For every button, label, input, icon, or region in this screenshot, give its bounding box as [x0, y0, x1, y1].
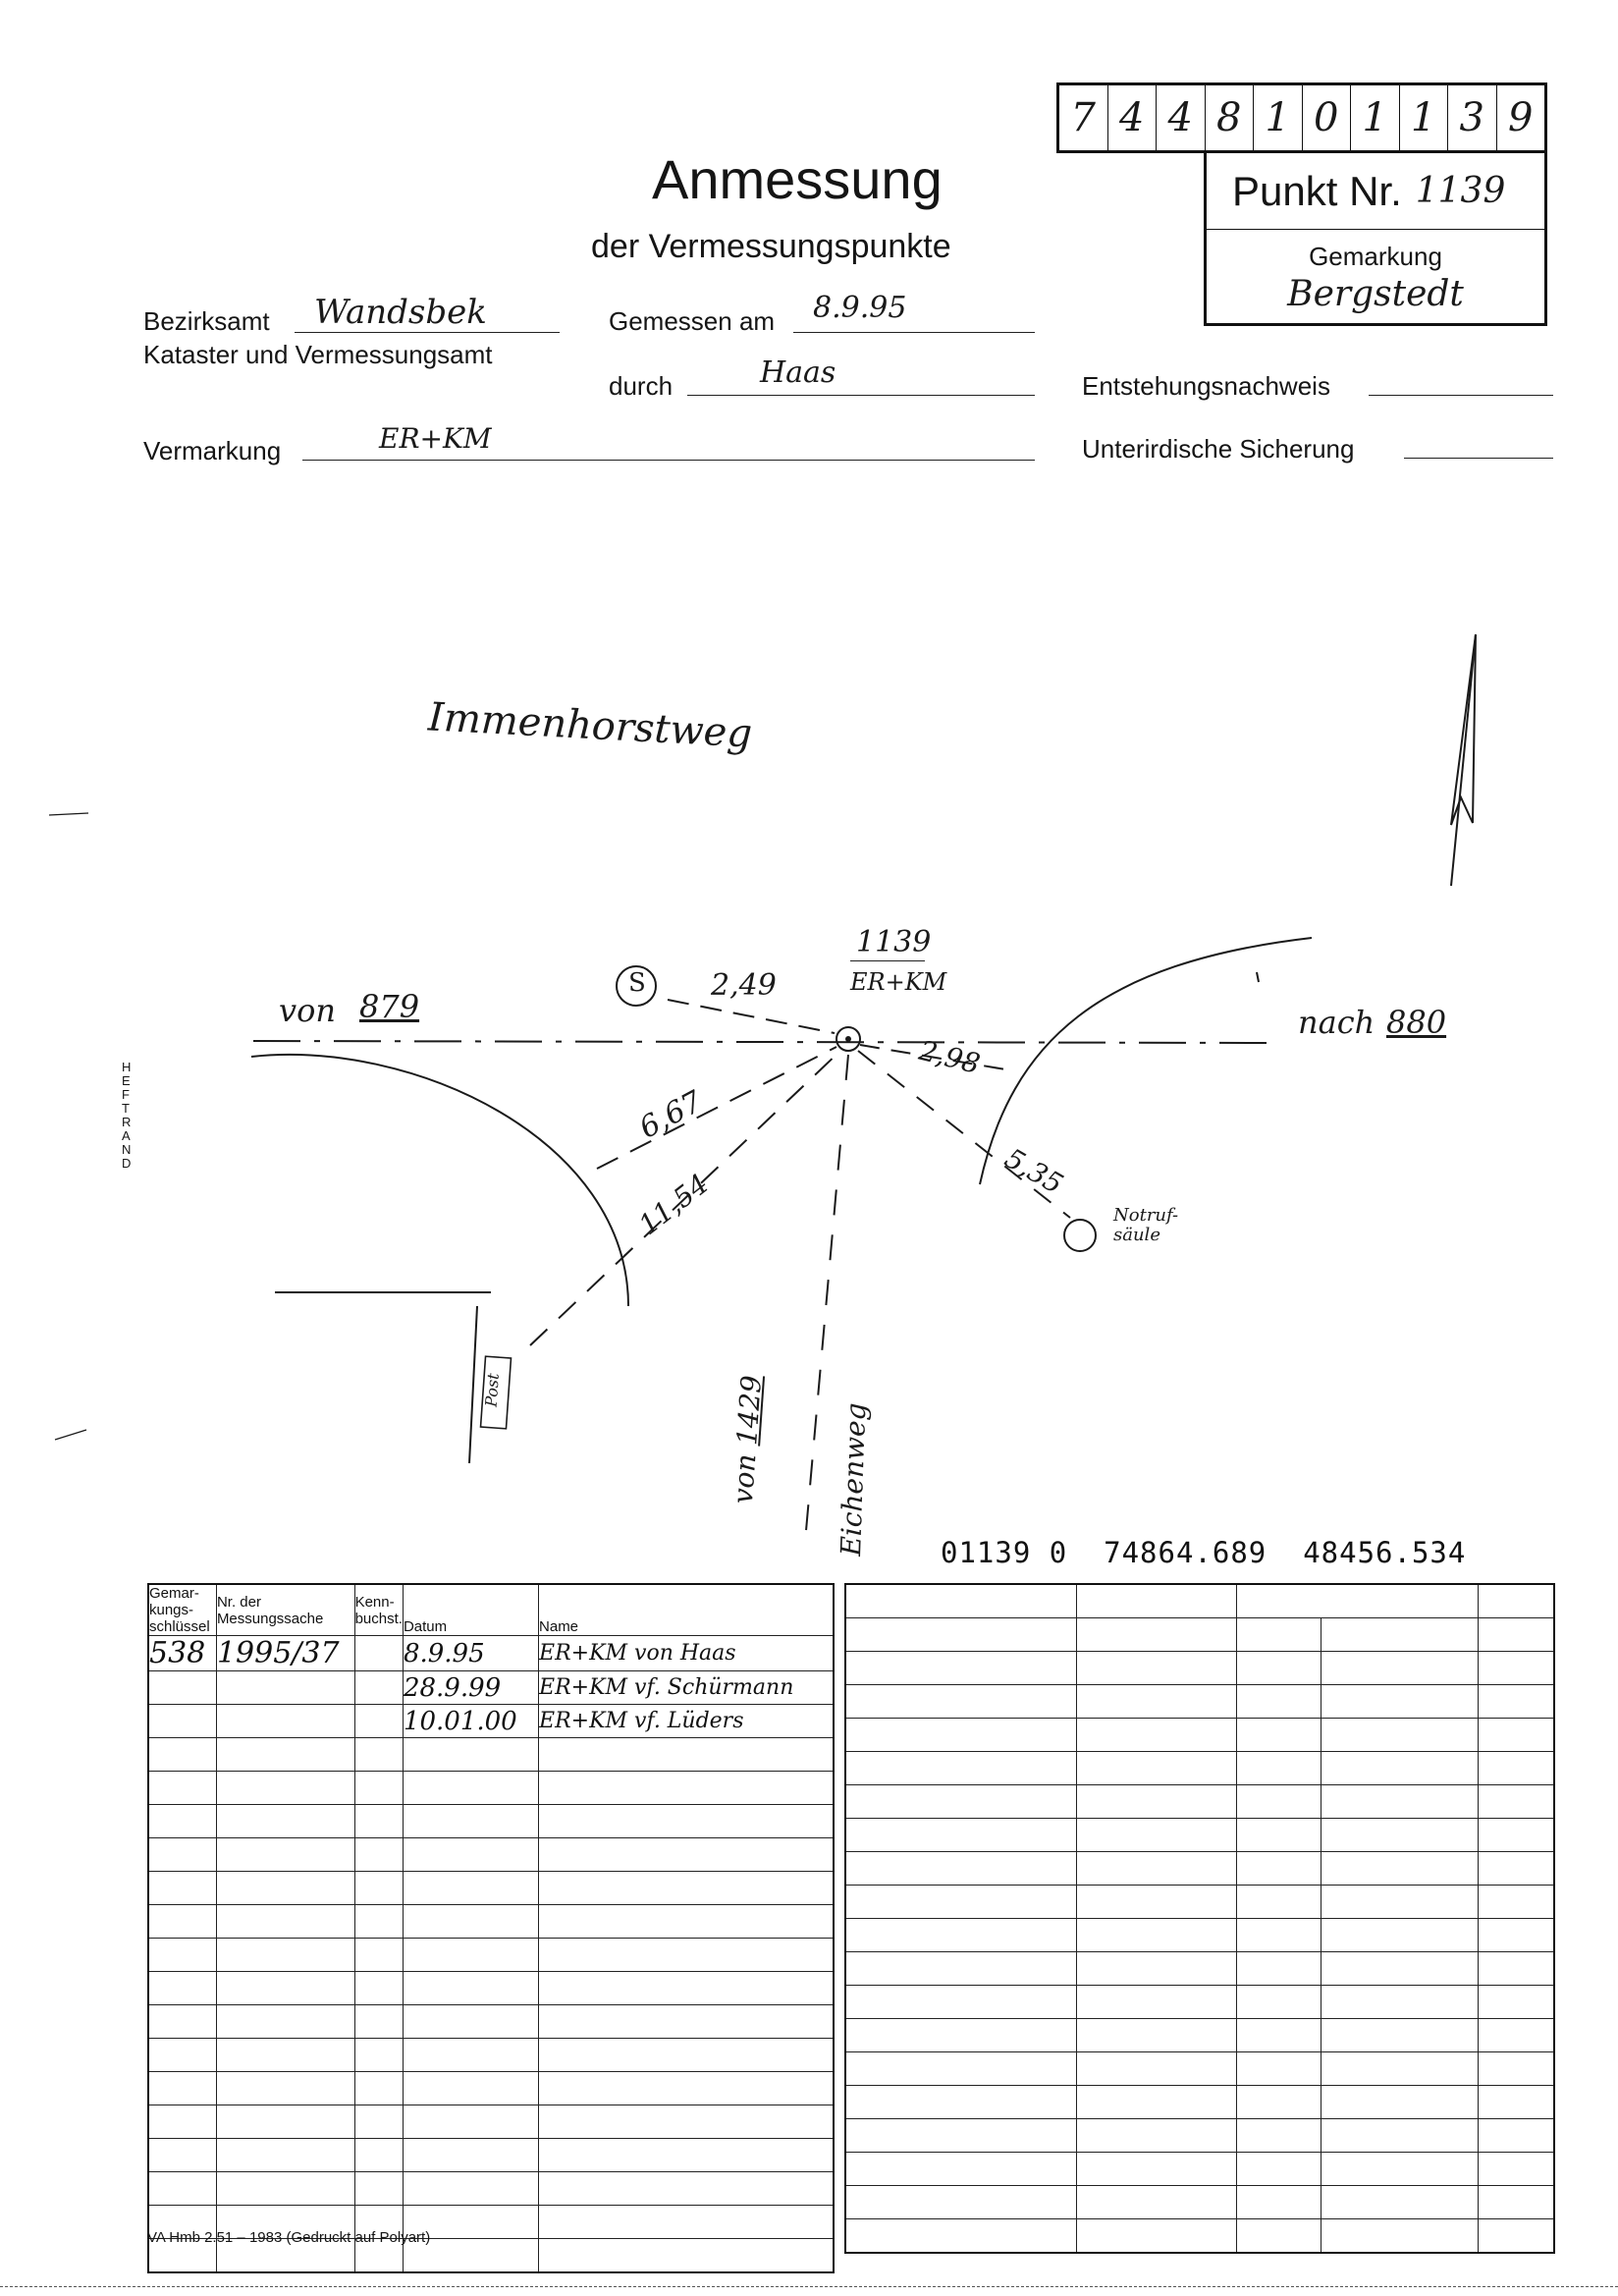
cell-datum: 28.9.99 — [403, 1671, 538, 1705]
table-cell — [403, 1805, 538, 1838]
table-row — [845, 1618, 1554, 1652]
table-row — [845, 2019, 1554, 2052]
table-row — [845, 1919, 1554, 1952]
table-row — [148, 2139, 834, 2172]
table-cell — [403, 2039, 538, 2072]
table-cell — [1076, 1952, 1237, 1986]
table-cell — [539, 2072, 834, 2105]
table-cell — [148, 1772, 216, 1805]
table-cell — [1321, 1919, 1479, 1952]
s-symbol-label: S — [628, 968, 646, 998]
col-gemarkung: Gemar-kungs-schlüssel — [148, 1584, 216, 1636]
table-cell — [539, 1905, 834, 1939]
table-row — [845, 1886, 1554, 1919]
table-cell — [354, 1805, 403, 1838]
table-cell — [148, 1972, 216, 2005]
to-label: nach — [1298, 1004, 1375, 1041]
table-row — [845, 2086, 1554, 2119]
from2-label: von — [727, 1452, 763, 1505]
table-row — [148, 1772, 834, 1805]
table-cell — [148, 2039, 216, 2072]
table-cell — [845, 1618, 1076, 1652]
table-cell — [1237, 2219, 1321, 2254]
dist-667: 6,67 — [633, 1084, 709, 1146]
to-value: 880 — [1386, 1004, 1447, 1041]
table-row — [148, 1705, 834, 1738]
table-cell — [1478, 1685, 1554, 1719]
table-row — [845, 2119, 1554, 2153]
table-cell — [354, 2005, 403, 2039]
table-cell — [1237, 2086, 1321, 2119]
table-cell — [539, 2172, 834, 2206]
table-cell — [1478, 1819, 1554, 1852]
punkt-value: 1139 — [1415, 171, 1506, 211]
table-cell — [354, 1838, 403, 1872]
digit: 0 — [1303, 85, 1352, 150]
bottom-rule — [0, 2286, 1618, 2287]
table-row — [845, 1752, 1554, 1785]
table-cell — [539, 1805, 834, 1838]
cell-kennbuchst — [354, 1705, 403, 1738]
dist-880: 2,98 — [915, 1033, 984, 1081]
table-cell — [1237, 1986, 1321, 2019]
table-cell — [539, 2005, 834, 2039]
table-cell — [148, 1838, 216, 1872]
table-cell — [216, 1738, 354, 1772]
table-cell — [354, 2039, 403, 2072]
measure-line-s — [668, 1000, 835, 1033]
table-row — [845, 2186, 1554, 2219]
cell-name: ER+KM von Haas — [539, 1636, 834, 1671]
table-cell — [216, 1772, 354, 1805]
table-row — [148, 2172, 834, 2206]
table-row — [148, 1738, 834, 1772]
cell-messungssache — [216, 1671, 354, 1705]
table-cell — [1321, 1685, 1479, 1719]
table-cell — [1321, 1652, 1479, 1685]
table-cell — [1321, 2086, 1479, 2119]
table-cell — [845, 2019, 1076, 2052]
table-cell — [148, 2172, 216, 2206]
table-row — [148, 2072, 834, 2105]
table-cell — [845, 1652, 1076, 1685]
table-cell — [1321, 2186, 1479, 2219]
table-cell — [148, 1905, 216, 1939]
table-row — [148, 1905, 834, 1939]
durch-label: durch — [609, 371, 674, 401]
point-label: 1139 — [856, 925, 932, 959]
gemarkung-value: Bergstedt — [1287, 274, 1464, 314]
table-row — [148, 1939, 834, 1972]
table-row — [845, 1652, 1554, 1685]
table-cell — [216, 2039, 354, 2072]
table-cell — [354, 2139, 403, 2172]
gemessen-label: Gemessen am — [609, 306, 776, 336]
from2-value: 1429 — [730, 1374, 769, 1447]
table-cell — [403, 2072, 538, 2105]
table-cell — [845, 1719, 1076, 1752]
cell-kennbuchst — [354, 1671, 403, 1705]
table-cell — [845, 2219, 1076, 2254]
road-tick — [1257, 972, 1259, 982]
table-cell — [845, 1852, 1076, 1886]
table-cell — [403, 1772, 538, 1805]
table-cell — [1321, 1618, 1479, 1652]
table-cell — [1478, 1852, 1554, 1886]
table-cell — [1237, 1752, 1321, 1785]
table-cell — [148, 1872, 216, 1905]
table-cell — [148, 1738, 216, 1772]
table-cell — [1321, 1952, 1479, 1986]
punkt-label: Punkt Nr. — [1232, 167, 1402, 214]
table-cell — [1478, 2186, 1554, 2219]
table-cell — [216, 1805, 354, 1838]
table-cell — [1237, 2119, 1321, 2153]
table-cell — [148, 2072, 216, 2105]
table-cell — [539, 1872, 834, 1905]
blank-table — [844, 1583, 1555, 2254]
coordinates: 01139 0 74864.689 48456.534 — [941, 1536, 1467, 1569]
table-cell — [403, 2005, 538, 2039]
table-cell — [216, 1905, 354, 1939]
table-cell — [148, 2139, 216, 2172]
table-cell — [354, 2172, 403, 2206]
table-row — [845, 1685, 1554, 1719]
durch-value: Haas — [760, 355, 836, 390]
table-cell — [1321, 2052, 1479, 2086]
table-cell — [539, 1772, 834, 1805]
table-cell — [1076, 2186, 1237, 2219]
table-row — [148, 2039, 834, 2072]
table-cell — [1478, 1652, 1554, 1685]
table-cell — [354, 1972, 403, 2005]
table-row — [845, 2052, 1554, 2086]
table-row — [845, 1819, 1554, 1852]
axis-line — [253, 1041, 1276, 1043]
table-cell — [1076, 2086, 1237, 2119]
table-cell — [354, 1772, 403, 1805]
table-cell — [845, 2119, 1076, 2153]
col-datum: Datum — [403, 1584, 538, 1636]
table-cell — [148, 2005, 216, 2039]
table-cell — [1478, 1752, 1554, 1785]
from-label: von — [279, 992, 336, 1029]
col-name: Name — [539, 1584, 834, 1636]
table-cell — [1321, 1719, 1479, 1752]
table-cell — [845, 2153, 1076, 2186]
table-cell — [403, 1939, 538, 1972]
footer-text: VA Hmb 2.51 – 1983 (Gedruckt auf Polyart) — [147, 2229, 431, 2246]
table-cell — [1237, 1785, 1321, 1819]
table-cell — [1478, 2019, 1554, 2052]
north-arrow-icon — [1451, 634, 1476, 886]
table-cell — [539, 2239, 834, 2273]
table-cell — [845, 1952, 1076, 1986]
table-cell — [539, 1939, 834, 1972]
from-value: 879 — [359, 988, 420, 1025]
table-cell — [354, 2072, 403, 2105]
table-cell — [1321, 2153, 1479, 2186]
table-cell — [845, 1785, 1076, 1819]
table-cell — [216, 1838, 354, 1872]
table-cell — [845, 2052, 1076, 2086]
kataster-label: Kataster und Vermessungsamt — [143, 340, 493, 369]
dist-s: 2,49 — [711, 968, 777, 1003]
point-label-underline — [850, 960, 925, 961]
cell-datum: 10.01.00 — [403, 1705, 538, 1738]
street-name-2: Eichenweg — [835, 1401, 873, 1558]
table-cell — [1076, 1819, 1237, 1852]
table-cell — [1478, 1719, 1554, 1752]
gemarkung-label: Gemarkung — [1309, 242, 1442, 271]
digit: 4 — [1108, 85, 1158, 150]
table-cell — [1076, 2019, 1237, 2052]
table-cell — [1076, 1618, 1237, 1652]
table-cell — [1076, 1785, 1237, 1819]
cell-datum: 8.9.95 — [403, 1636, 538, 1671]
table-cell — [403, 2139, 538, 2172]
table-cell — [539, 2206, 834, 2239]
digit: 3 — [1448, 85, 1497, 150]
point-mark: ER+KM — [850, 968, 947, 996]
cell-messungssache — [216, 1705, 354, 1738]
table-cell — [845, 1685, 1076, 1719]
table-cell — [1321, 2119, 1479, 2153]
table-row — [845, 2153, 1554, 2186]
bezirksamt-value: Wandsbek — [314, 293, 487, 332]
table-row — [148, 1636, 834, 1671]
table-cell — [148, 2105, 216, 2139]
table-cell — [216, 2105, 354, 2139]
table-cell — [539, 1738, 834, 1772]
empty-rows — [148, 1738, 834, 2273]
bezirksamt-label: Bezirksamt — [143, 306, 270, 336]
table-cell — [845, 1986, 1076, 2019]
notruf-label: Notruf-säule — [1113, 1205, 1179, 1245]
table-cell — [539, 1972, 834, 2005]
table-cell — [354, 1738, 403, 1772]
table-cell — [403, 1905, 538, 1939]
table-cell — [1478, 1886, 1554, 1919]
table-cell — [1237, 1652, 1321, 1685]
table-cell — [354, 2105, 403, 2139]
table-cell — [1478, 2219, 1554, 2254]
road-line-post — [469, 1306, 477, 1463]
table-cell — [845, 1819, 1076, 1852]
cell-messungssache: 1995/37 — [216, 1636, 354, 1671]
table-row — [148, 1872, 834, 1905]
table-cell — [1321, 1785, 1479, 1819]
table-cell — [1237, 1952, 1321, 1986]
table-cell — [1321, 1986, 1479, 2019]
table-cell — [1478, 2052, 1554, 2086]
table-cell — [1076, 1652, 1237, 1685]
table-cell — [1321, 1819, 1479, 1852]
digit: 1 — [1351, 85, 1400, 150]
table-cell — [148, 1939, 216, 1972]
table-row — [148, 1838, 834, 1872]
table-cell — [1478, 2153, 1554, 2186]
table-cell — [1321, 2019, 1479, 2052]
table-cell — [1076, 2219, 1237, 2254]
table-cell — [216, 1939, 354, 1972]
table-cell — [1237, 2186, 1321, 2219]
table-cell — [1076, 1685, 1237, 1719]
table-cell — [403, 2172, 538, 2206]
table-row — [845, 1852, 1554, 1886]
table-cell — [845, 1919, 1076, 1952]
digit: 7 — [1059, 85, 1108, 150]
table-cell — [1237, 1919, 1321, 1952]
table-cell — [1321, 2219, 1479, 2254]
table-cell — [354, 1939, 403, 1972]
road-curve-right — [980, 938, 1312, 1184]
cell-gemarkung: 538 — [148, 1636, 216, 1671]
table-cell — [1237, 2052, 1321, 2086]
table-cell — [403, 1738, 538, 1772]
table-cell — [354, 1872, 403, 1905]
table-cell — [1237, 1685, 1321, 1719]
table-cell — [845, 1886, 1076, 1919]
table-cell — [539, 2139, 834, 2172]
table-cell — [216, 2139, 354, 2172]
table-row — [845, 1986, 1554, 2019]
table-cell — [216, 2072, 354, 2105]
table-cell — [1237, 1852, 1321, 1886]
vermarkung-value: ER+KM — [379, 422, 492, 455]
table-cell — [1321, 1752, 1479, 1785]
table-cell — [1237, 1719, 1321, 1752]
table-cell — [1076, 1719, 1237, 1752]
table-cell — [1076, 1852, 1237, 1886]
digit: 1 — [1254, 85, 1303, 150]
table-cell — [216, 2005, 354, 2039]
table-cell — [403, 2105, 538, 2139]
table-cell — [1321, 1852, 1479, 1886]
dist-1154: 11,54 — [632, 1167, 715, 1242]
table-cell — [1076, 2119, 1237, 2153]
digit: 8 — [1206, 85, 1255, 150]
street-name: Immenhorstweg — [427, 694, 754, 757]
heftrand-label: HEFTRAND — [122, 1060, 132, 1171]
road-curve-left — [251, 1055, 628, 1306]
table-cell — [845, 2086, 1076, 2119]
table-cell — [1076, 1919, 1237, 1952]
table-cell — [1478, 1618, 1554, 1652]
form-subtitle: der Vermessungspunkte — [591, 228, 951, 265]
table-cell — [1076, 1986, 1237, 2019]
table-row — [148, 1671, 834, 1705]
table-cell — [148, 1805, 216, 1838]
history-table — [147, 1583, 835, 2273]
table-cell — [1478, 2086, 1554, 2119]
table-cell — [1237, 1819, 1321, 1852]
table-cell — [539, 2105, 834, 2139]
sicherung-label: Unterirdische Sicherung — [1082, 434, 1355, 464]
table-cell — [1478, 1785, 1554, 1819]
table-cell — [403, 1838, 538, 1872]
digit: 1 — [1400, 85, 1449, 150]
digit: 9 — [1508, 95, 1534, 140]
table-cell — [1237, 2019, 1321, 2052]
table-cell — [539, 2039, 834, 2072]
table-row — [148, 1805, 834, 1838]
table-row — [148, 1972, 834, 2005]
table-cell — [1478, 1919, 1554, 1952]
table-cell — [845, 2186, 1076, 2219]
cell-gemarkung — [148, 1705, 216, 1738]
table-row — [845, 1952, 1554, 1986]
notruf-icon — [1064, 1220, 1096, 1251]
entstehung-label: Entstehungsnachweis — [1082, 371, 1330, 401]
cell-gemarkung — [148, 1671, 216, 1705]
table-cell — [1076, 2052, 1237, 2086]
vermarkung-label: Vermarkung — [143, 436, 282, 465]
table-cell — [216, 2172, 354, 2206]
form-title: Anmessung — [652, 148, 943, 210]
cell-kennbuchst — [354, 1636, 403, 1671]
table-cell — [1237, 2153, 1321, 2186]
cell-name: ER+KM vf. Lüders — [539, 1705, 834, 1738]
table-cell — [1237, 1886, 1321, 1919]
table-row — [845, 2219, 1554, 2254]
gemessen-value: 8.9.95 — [813, 291, 907, 325]
table-cell — [539, 1838, 834, 1872]
table-cell — [1076, 1886, 1237, 1919]
digit: 4 — [1157, 85, 1206, 150]
post-label: Post — [481, 1372, 503, 1408]
table-cell — [403, 1972, 538, 2005]
table-cell — [1076, 1752, 1237, 1785]
table-row — [845, 1785, 1554, 1819]
table-cell — [216, 1872, 354, 1905]
measure-line-667 — [597, 1047, 836, 1169]
dist-535: 5,35 — [998, 1141, 1069, 1201]
table-cell — [354, 1905, 403, 1939]
table-cell — [1478, 2119, 1554, 2153]
table-cell — [1237, 1618, 1321, 1652]
col-kennbuchst: Kenn-buchst. — [354, 1584, 403, 1636]
table-cell — [1321, 1886, 1479, 1919]
col-messungssache: Nr. der Messungssache — [216, 1584, 354, 1636]
table-cell — [1478, 1986, 1554, 2019]
cell-name: ER+KM vf. Schürmann — [539, 1671, 834, 1705]
table-cell — [1478, 1952, 1554, 1986]
table-row — [845, 1719, 1554, 1752]
table-cell — [403, 1872, 538, 1905]
blank-header-row — [845, 1584, 1554, 1618]
table-row — [148, 2105, 834, 2139]
table-cell — [1076, 2153, 1237, 2186]
table-cell — [845, 1752, 1076, 1785]
table-cell — [216, 1972, 354, 2005]
table-row — [148, 2005, 834, 2039]
